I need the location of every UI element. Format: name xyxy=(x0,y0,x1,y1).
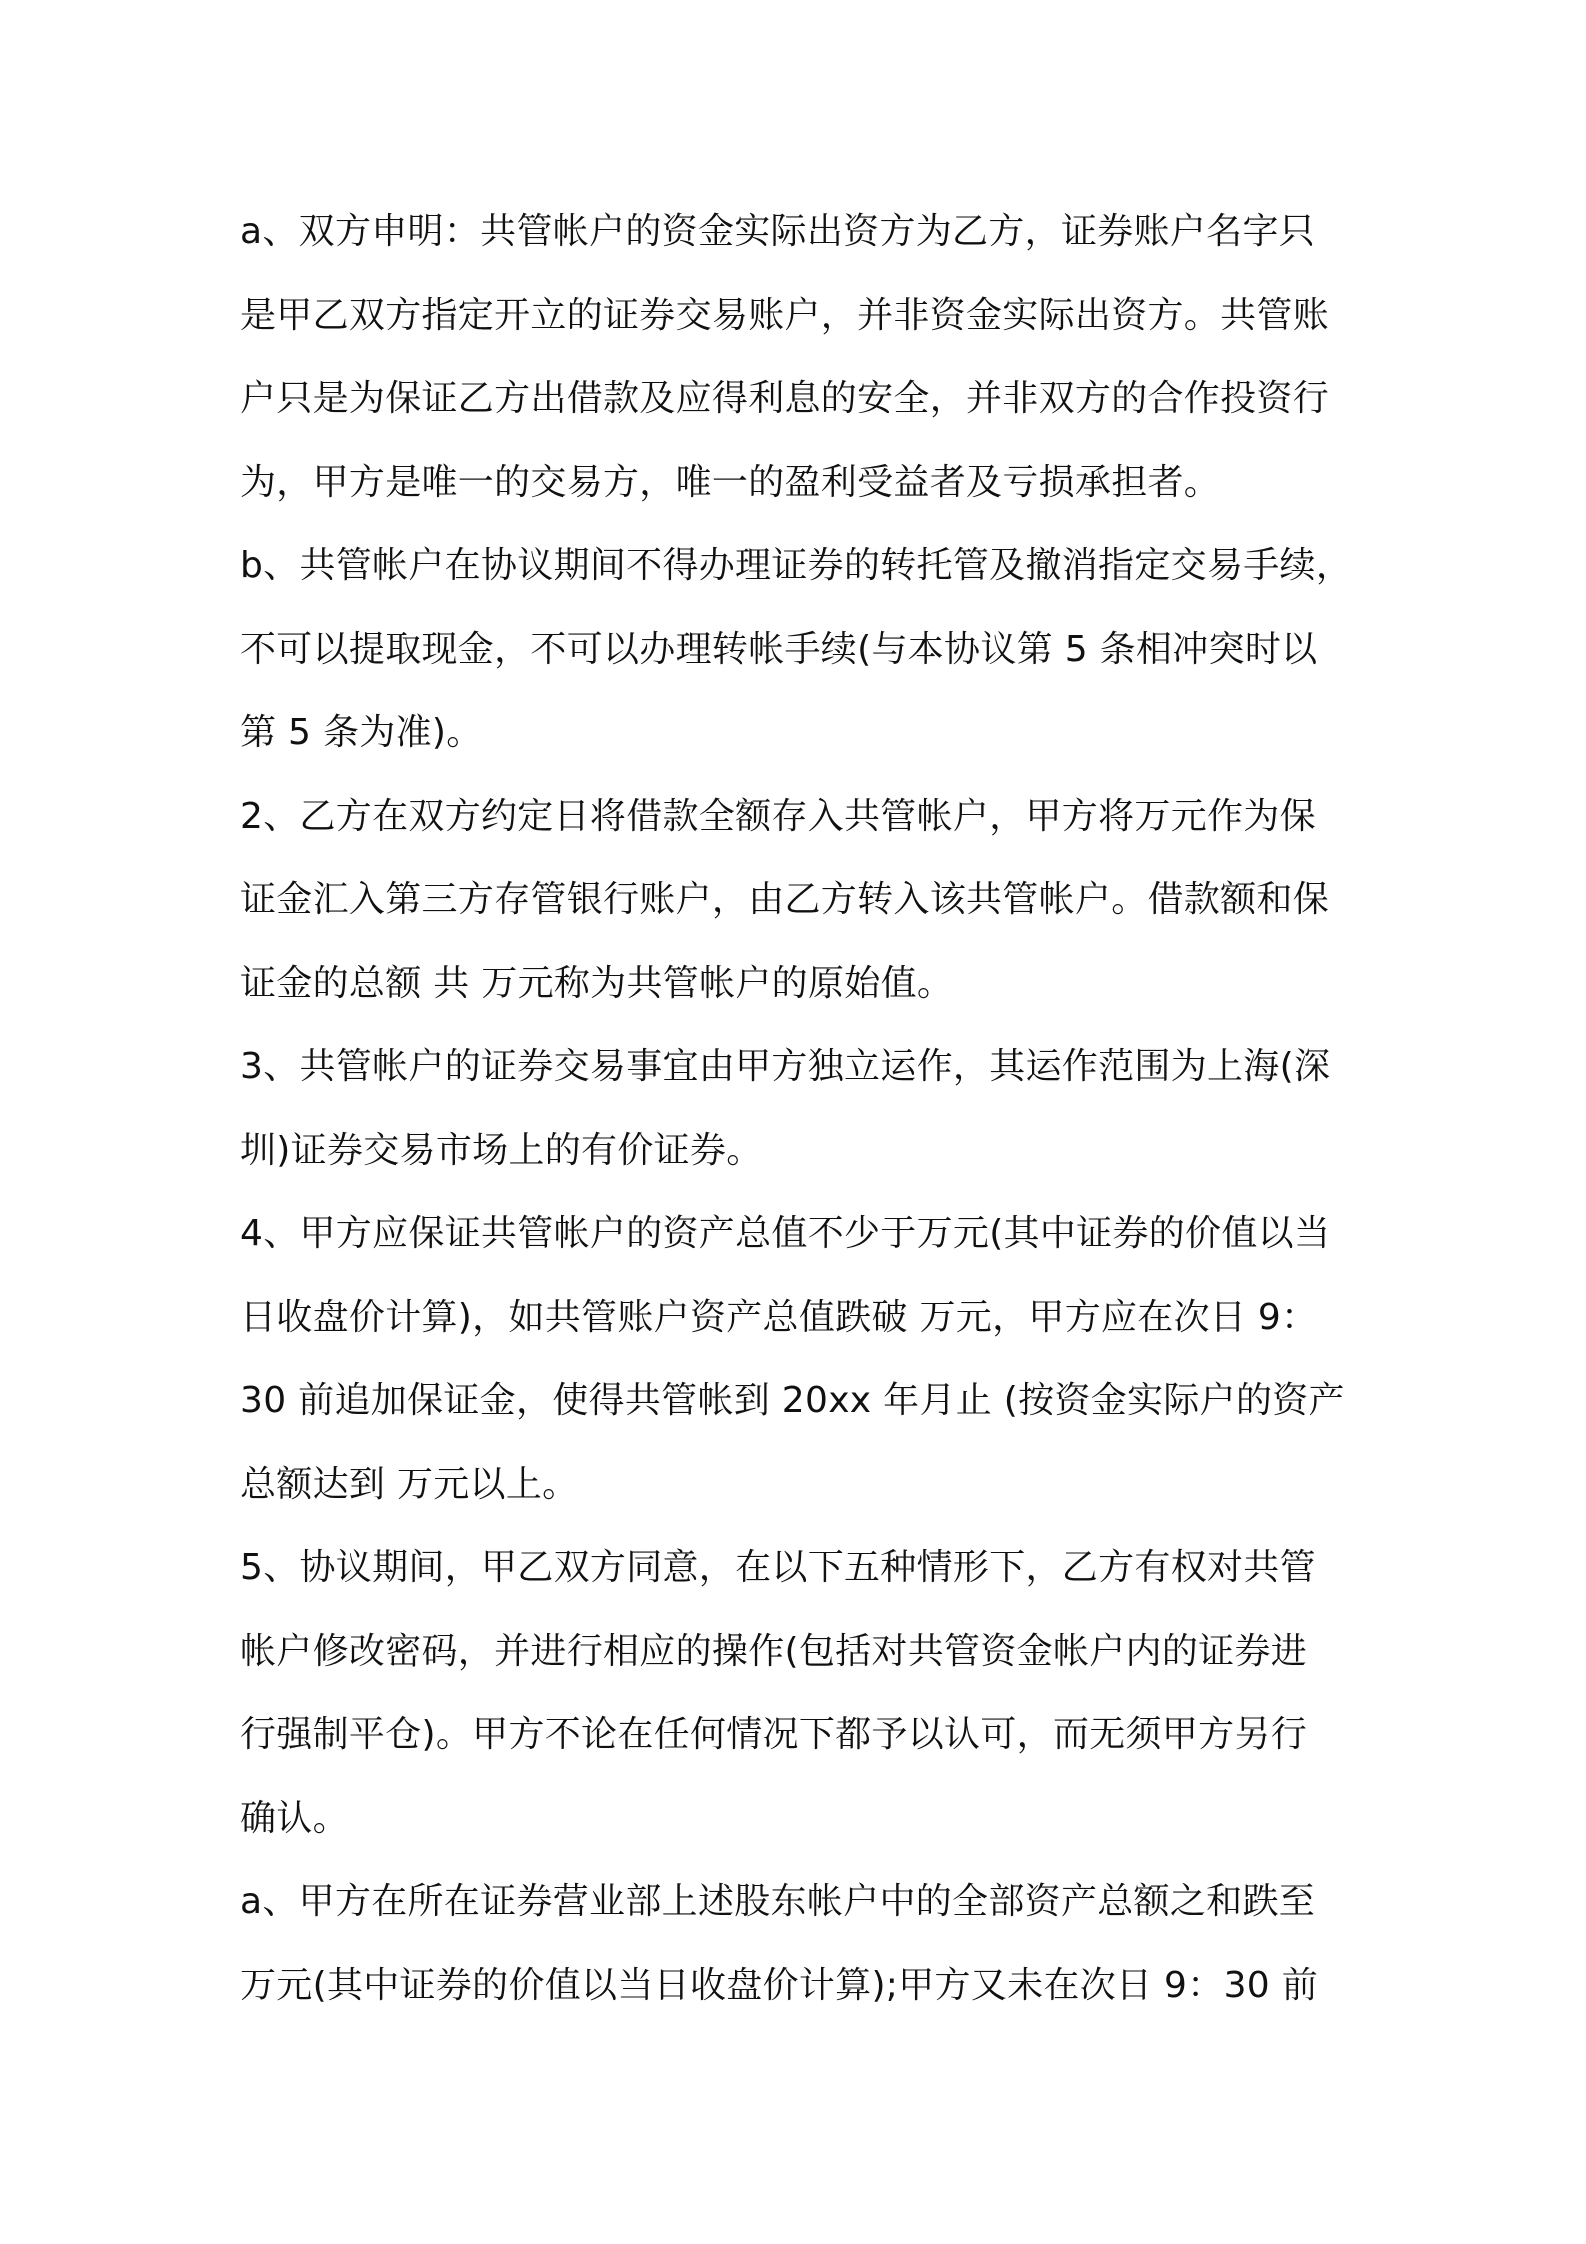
text-line: 万元(其中证券的价值以当日收盘价计算);甲方又未在次日 9：30 前 xyxy=(240,1964,1319,2006)
text-line: 2、乙方在双方约定日将借款全额存入共管帐户，甲方将万元作为保 xyxy=(240,795,1316,837)
text-line: 4、甲方应保证共管帐户的资产总值不少于万元(其中证券的价值以当 xyxy=(240,1213,1331,1254)
text-line: 5、协议期间，甲乙双方同意，在以下五种情形下，乙方有权对共管 xyxy=(240,1547,1316,1588)
text-line: b、共管帐户在协议期间不得办理证券的转托管及撤消指定交易手续， xyxy=(240,545,1353,586)
text-line: 总额达到 万元以上。 xyxy=(240,1463,579,1505)
text-line: 30 前追加保证金，使得共管帐到 20xx 年月止 (按资金实际户的资产 xyxy=(240,1380,1345,1421)
text-line: 第 5 条为准)。 xyxy=(240,712,483,753)
text-line: 是甲乙双方指定开立的证券交易账户，并非资金实际出资方。共管账 xyxy=(240,294,1330,336)
text-line: 3、共管帐户的证券交易事宜由甲方独立运作，其运作范围为上海(深 xyxy=(240,1046,1331,1087)
text-line: a、甲方在所在证券营业部上述股东帐户中的全部资产总额之和跌至 xyxy=(240,1881,1316,1922)
text-line: 证金的总额 共 万元称为共管帐户的原始值。 xyxy=(240,962,954,1004)
text-line: 圳)证券交易市场上的有价证券。 xyxy=(240,1129,763,1171)
text-line: 确认。 xyxy=(240,1797,349,1839)
text-line: 日收盘价计算)，如共管账户资产总值跌破 万元，甲方应在次日 9： xyxy=(240,1296,1318,1338)
text-line: 帐户修改密码，并进行相应的操作(包括对共管资金帐户内的证券进 xyxy=(240,1630,1308,1672)
text-line: 为，甲方是唯一的交易方，唯一的盈利受益者及亏损承担者。 xyxy=(240,461,1221,503)
text-line: 户只是为保证乙方出借款及应得利息的安全，并非双方的合作投资行 xyxy=(240,378,1330,419)
text-line: 不可以提取现金，不可以办理转帐手续(与本协议第 5 条相冲突时以 xyxy=(240,628,1318,670)
text-line: 证金汇入第三方存管银行账户，由乙方转入该共管帐户。借款额和保 xyxy=(240,879,1330,920)
text-line: a、双方申明：共管帐户的资金实际出资方为乙方，证券账户名字只 xyxy=(240,211,1316,252)
document-body xyxy=(240,190,1360,2027)
text-line: 行强制平仓)。甲方不论在任何情况下都予以认可，而无须甲方另行 xyxy=(240,1714,1308,1755)
